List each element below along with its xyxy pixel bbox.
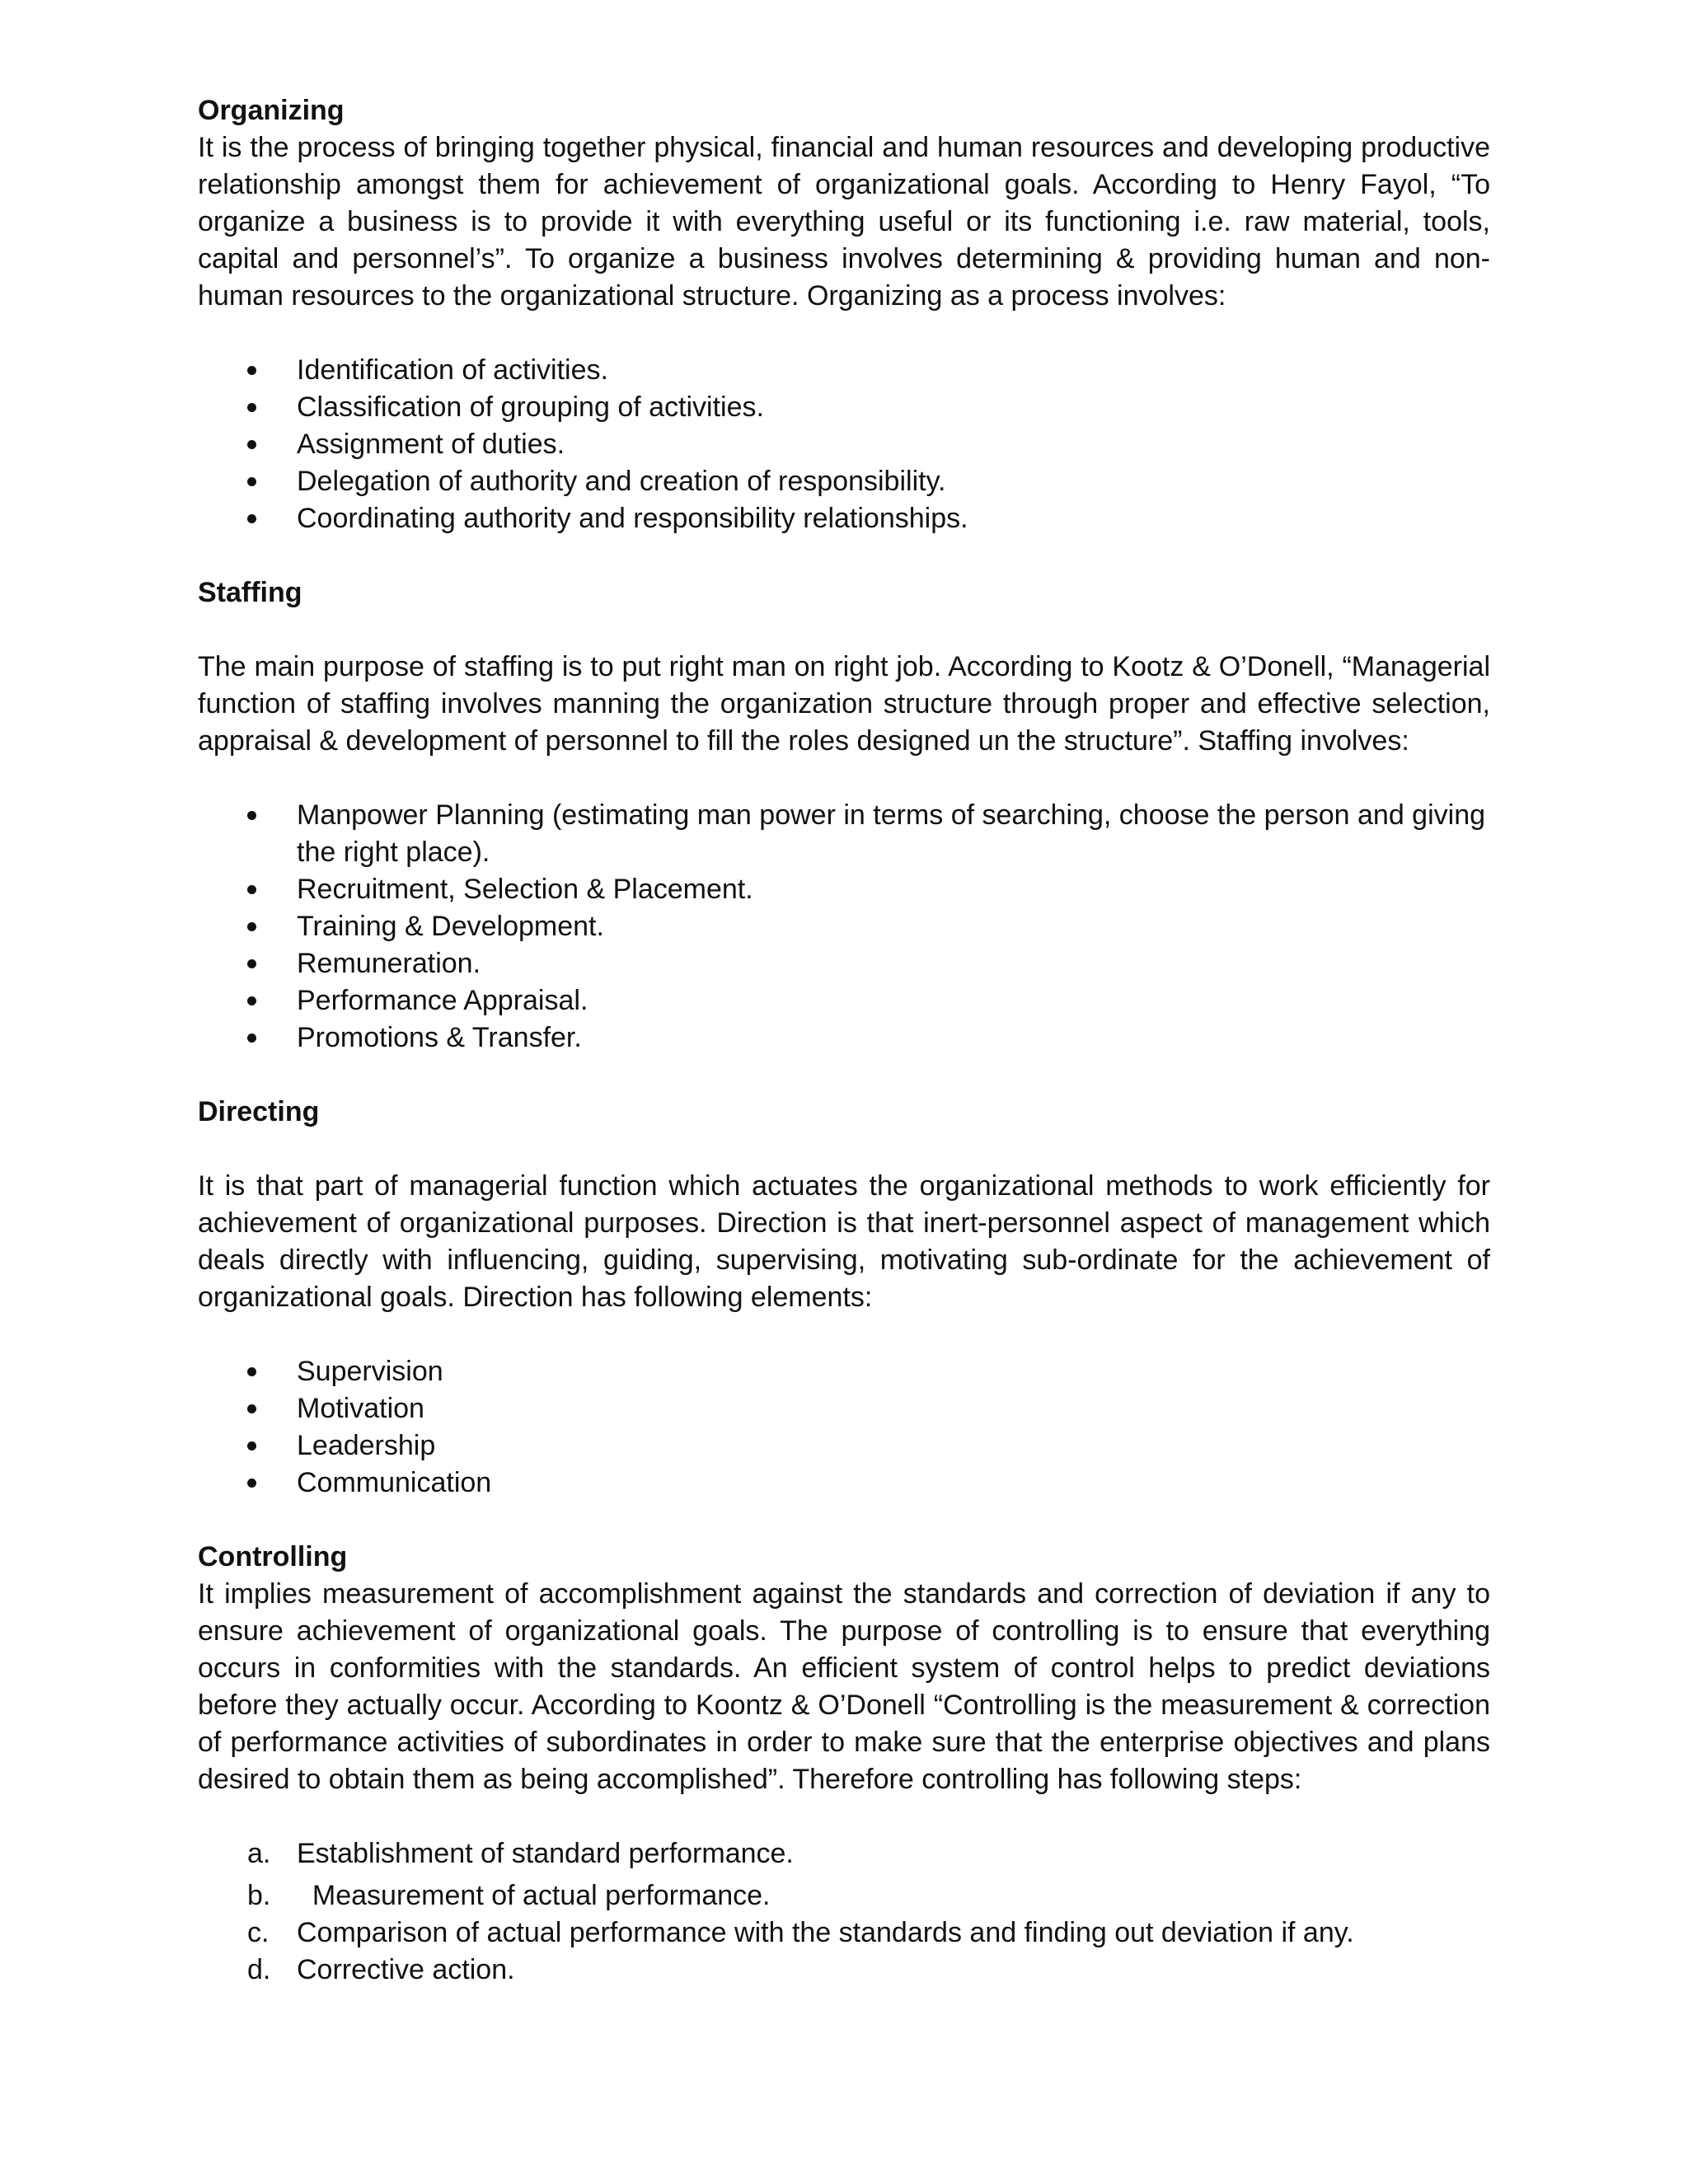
- list-marker: c.: [247, 1917, 270, 1948]
- bullet-icon: [247, 982, 272, 1019]
- bullet-icon: [247, 500, 272, 537]
- bullet-icon: [247, 1427, 272, 1465]
- directing-section: [198, 1094, 1490, 1502]
- list-item: Recruitment, Selection & Placement.: [198, 871, 1490, 908]
- controlling-paragraph: It implies measurement of accomplishment against the standards and correction of deviation if any to ensure achievement of organizational goals. The purpose of controlling is to ensure that everything occurs in conformities with the standards. An efficient system of control helps to predict deviations before they actually occur. According to Koontz & O’Donell “Controlling is the measurement & correction of performance activities of subordinates in order to make sure that the enterprise objectives and plans desired to obtain them as being accomplished”. Therefore controlling has following steps:: [198, 1578, 1490, 1795]
- bullet-icon: [247, 797, 272, 834]
- list-item: Remuneration.: [198, 945, 1490, 982]
- staffing-paragraph: The main purpose of staffing is to put right man on right job. According to Kootz & O’Donell, “Managerial function of staffing involves manning the organization structure through proper and effective selection, appraisal & development of personnel to fill the roles designed un the structure”. Staffing involves:: [198, 651, 1490, 757]
- list-item: Assignment of duties.: [198, 426, 1490, 463]
- list-item: d. Corrective action.: [198, 1952, 1490, 1989]
- bullet-icon: [247, 945, 272, 982]
- list-item: Promotions & Transfer.: [198, 1019, 1490, 1057]
- list-marker: d.: [247, 1954, 271, 1985]
- list-item: Delegation of authority and creation of responsibility.: [198, 463, 1490, 500]
- bullet-icon: [247, 1465, 272, 1502]
- bullet-icon: [247, 352, 272, 389]
- organizing-list: [198, 352, 1490, 537]
- list-item: a. Establishment of standard performance.: [198, 1835, 1490, 1872]
- list-marker: a.: [247, 1838, 271, 1869]
- staffing-section: [198, 574, 1490, 1057]
- directing-heading: Directing: [198, 1096, 320, 1127]
- bullet-icon: [247, 426, 272, 463]
- directing-list: [198, 1353, 1490, 1502]
- list-marker: b.: [247, 1880, 271, 1911]
- organizing-heading: Organizing: [198, 95, 345, 126]
- bullet-icon: [247, 1019, 272, 1057]
- bullet-icon: [247, 1390, 272, 1427]
- staffing-heading: Staffing: [198, 577, 302, 608]
- document-page: [198, 92, 1490, 1989]
- directing-paragraph: It is that part of managerial function which actuates the organizational methods to work efficiently for achievement of organizational purposes. Direction is that inert-personnel aspect of management which deals directly with influencing, guiding, supervising, motivating sub-ordinate for the achievement of organizational goals. Direction has following elements:: [198, 1170, 1490, 1313]
- list-item: Motivation: [198, 1390, 1490, 1427]
- controlling-heading: Controlling: [198, 1541, 348, 1572]
- staffing-list: [198, 797, 1490, 1057]
- list-item: Supervision: [198, 1353, 1490, 1390]
- organizing-section: [198, 92, 1490, 537]
- list-item: Identification of activities.: [198, 352, 1490, 389]
- bullet-icon: [247, 463, 272, 500]
- list-item: Communication: [198, 1465, 1490, 1502]
- bullet-icon: [247, 908, 272, 945]
- bullet-icon: [247, 871, 272, 908]
- bullet-icon: [247, 389, 272, 426]
- list-item: b. Measurement of actual performance.: [198, 1877, 1490, 1915]
- list-item: Manpower Planning (estimating man power in terms of searching, choose the person and giving the right place).: [198, 797, 1490, 871]
- controlling-section: [198, 1539, 1490, 1989]
- list-item: Classification of grouping of activities.: [198, 389, 1490, 426]
- list-item: Leadership: [198, 1427, 1490, 1465]
- controlling-list: [198, 1835, 1490, 1989]
- list-item: Training & Development.: [198, 908, 1490, 945]
- list-item: Performance Appraisal.: [198, 982, 1490, 1019]
- bullet-icon: [247, 1353, 272, 1390]
- list-item: Coordinating authority and responsibility relationships.: [198, 500, 1490, 537]
- organizing-paragraph: It is the process of bringing together physical, financial and human resources and developing productive relationship amongst them for achievement of organizational goals. According to Henry Fayol, “To organize a business is to provide it with everything useful or its functioning i.e. raw material, tools, capital and personnel’s”. To organize a business involves determining & providing human and non- human resources to the organizational structure. Organizing as a process involves:: [198, 132, 1490, 312]
- list-item: c. Comparison of actual performance with the standards and finding out deviation if any.: [198, 1915, 1490, 1952]
